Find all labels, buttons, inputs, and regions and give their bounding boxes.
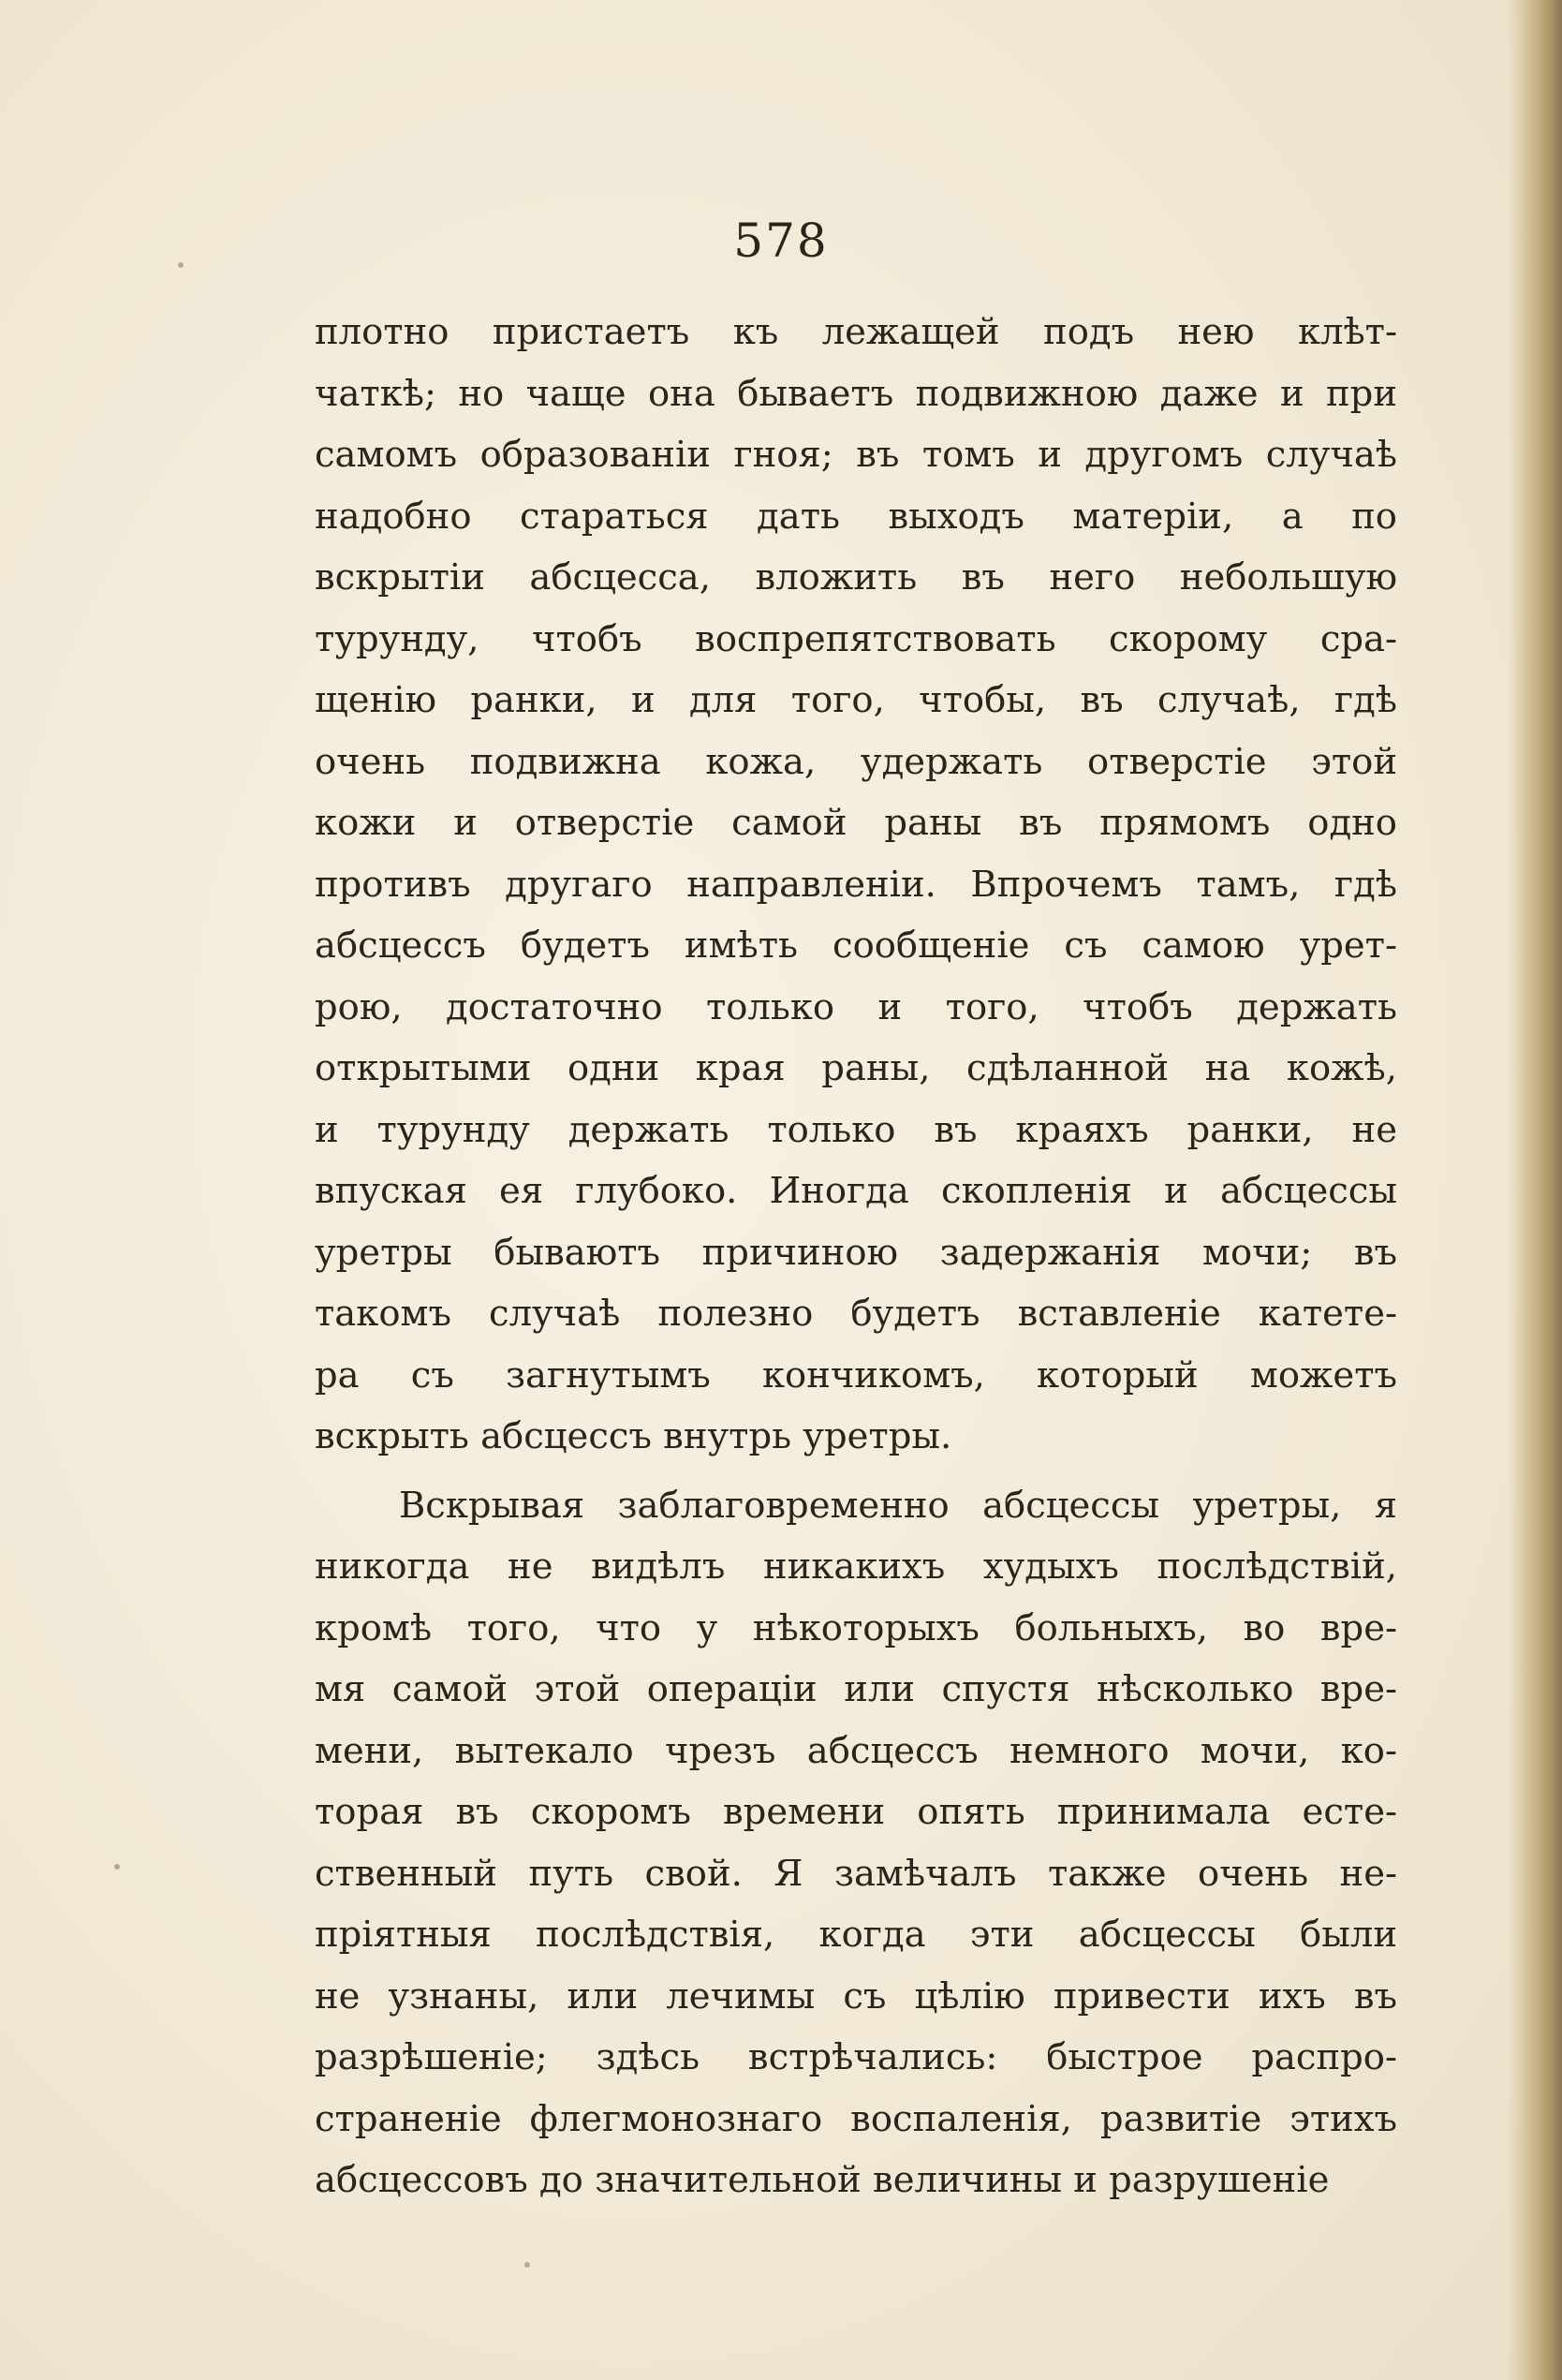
text-line: разрѣшеніе; здѣсь встрѣчались: быстрое распро- xyxy=(315,2036,1397,2078)
text-line: самомъ образованіи гноя; въ томъ и другомъ случаѣ xyxy=(315,434,1397,476)
paragraph xyxy=(315,302,1397,1468)
text-line: торая въ скоромъ времени опять принимала есте- xyxy=(315,1791,1397,1833)
text-line: не узнаны, или лечимы съ цѣлію привести ихъ въ xyxy=(315,1974,1397,2018)
text-line: надобно стараться дать выходъ матеріи, а по xyxy=(315,495,1397,538)
paragraph xyxy=(315,1475,1397,2211)
text-line: абсцессъ будетъ имѣть сообщеніе съ самою урет- xyxy=(315,924,1397,967)
text-line: и турунду держать только въ краяхъ ранки, не xyxy=(315,1108,1397,1151)
text-line: щенію ранки, и для того, чтобы, въ случаѣ, гдѣ xyxy=(315,679,1397,721)
text-line: мя самой этой операціи или спустя нѣсколько вре- xyxy=(315,1668,1397,1710)
text-line: абсцессовъ до значительной величины и разрушеніе xyxy=(315,2159,1330,2201)
text-line: впуская ея глубоко. Иногда скопленія и абсцессы xyxy=(315,1170,1397,1212)
text-line: уретры бываютъ причиною задержанія мочи; въ xyxy=(315,1231,1397,1274)
book-spine-shadow xyxy=(1508,0,1562,2380)
text-line: кожи и отверстіе самой раны въ прямомъ одно xyxy=(315,802,1397,844)
text-line: противъ другаго направленіи. Впрочемъ тамъ, гдѣ xyxy=(315,863,1397,906)
text-line: плотно пристаетъ къ лежащей подъ нею клѣт- xyxy=(315,311,1397,353)
text-line: страненіе флегмонознаго воспаленія, развитіе этихъ xyxy=(315,2097,1397,2140)
text-line: очень подвижна кожа, удержать отверстіе этой xyxy=(315,740,1397,783)
text-line: мени, вытекало чрезъ абсцессъ немного мочи, ко- xyxy=(315,1729,1397,1772)
text-line: турунду, чтобъ воспрепятствовать скорому сра- xyxy=(315,617,1397,660)
body-text xyxy=(315,302,1397,2211)
text-line: ра съ загнутымъ кончикомъ, который можетъ xyxy=(315,1353,1397,1397)
text-line: открытыми одни края раны, сдѣланной на кожѣ, xyxy=(315,1047,1397,1089)
paper-speck xyxy=(114,1864,120,1870)
text-line: Вскрывая заблаговременно абсцессы уретры, я xyxy=(399,1484,1397,1527)
paper-speck xyxy=(524,2262,530,2268)
text-line: кромѣ того, что у нѣкоторыхъ больныхъ, во вре- xyxy=(315,1606,1397,1649)
text-line: никогда не видѣлъ никакихъ худыхъ послѣдствій, xyxy=(315,1545,1397,1588)
page-number: 578 xyxy=(733,214,829,268)
text-line: вскрытіи абсцесса, вложить въ него небольшую xyxy=(315,556,1397,599)
paragraph-gap xyxy=(315,1468,1397,1475)
text-line: рою, достаточно только и того, чтобъ держать xyxy=(315,985,1397,1028)
text-line: вскрыть абсцессъ внутрь уретры. xyxy=(315,1415,952,1457)
text-line: такомъ случаѣ полезно будетъ вставленіе катете- xyxy=(315,1293,1397,1335)
text-line: ственный путь свой. Я замѣчалъ также очень не- xyxy=(315,1852,1397,1895)
text-line: чаткѣ; но чаще она бываетъ подвижною даже и при xyxy=(315,372,1397,415)
text-line: пріятныя послѣдствія, когда эти абсцессы были xyxy=(315,1914,1397,1956)
